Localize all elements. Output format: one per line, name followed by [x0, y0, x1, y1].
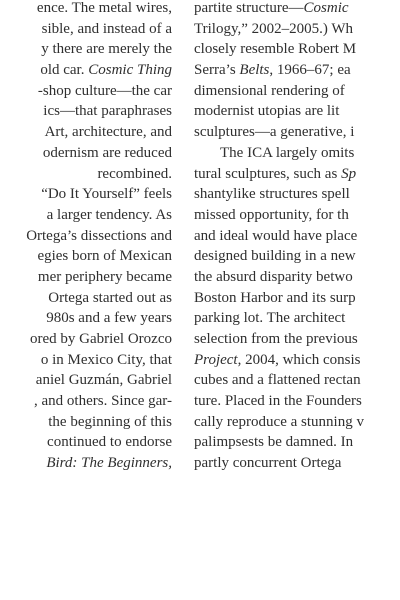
- text-line: shantylike structures spell: [194, 186, 350, 203]
- text-line: , and others. Since gar-: [34, 393, 172, 410]
- text-line: Trilogy,” 2002–2005.) Wh: [194, 20, 354, 37]
- text-column-right: [194, 0, 400, 474]
- text-line: designed building in a new: [194, 248, 356, 265]
- text-line: [0, 60, 172, 81]
- text-line: missed opportunity, for th: [194, 206, 349, 223]
- text-line: parking lot. The architect: [194, 310, 346, 327]
- text-line: palimpsests be damned. In: [194, 434, 354, 451]
- text-line: egies born of Mexican: [37, 248, 172, 265]
- text-line: partly concurrent Ortega: [194, 455, 342, 472]
- text-line: dimensional rendering of: [194, 82, 345, 99]
- text-line: Art, architecture, and: [44, 124, 172, 141]
- text-line: Bird: The Beginners,: [46, 455, 172, 472]
- text-line: closely resemble Robert M: [194, 41, 357, 58]
- text-line: -shop culture—the car: [37, 82, 172, 99]
- text-line: mer periphery became: [37, 268, 172, 285]
- text-line: aniel Guzmán, Gabriel: [35, 372, 172, 389]
- text-line: selection from the previous: [194, 331, 358, 347]
- text-line: ored by Gabriel Orozco: [29, 331, 172, 347]
- text-line: [194, 60, 400, 81]
- text-line: [194, 350, 400, 371]
- text-fragment: Serra’s: [194, 62, 236, 79]
- text-line: o in Mexico City, that: [40, 351, 172, 368]
- text-column-left: [0, 0, 172, 474]
- italic-title: Sp: [341, 165, 357, 182]
- text-line: continued to endorse: [47, 434, 172, 451]
- text-line: [194, 164, 400, 185]
- text-line: [194, 0, 400, 19]
- italic-title: Cosmic Thing: [88, 62, 172, 79]
- text-line: “Do It Yourself” feels: [41, 186, 172, 203]
- text-fragment: , 2004, which consis: [237, 351, 361, 368]
- text-line: a larger tendency. As: [46, 206, 172, 223]
- text-line: odernism are reduced: [42, 144, 172, 161]
- text-fragment: partite structure—: [194, 0, 304, 16]
- text-line: Ortega started out as: [48, 289, 172, 306]
- text-line: Ortega’s dissections and: [26, 227, 172, 244]
- text-line: recombined.: [97, 165, 172, 182]
- text-line: the absurd disparity betwo: [194, 268, 353, 285]
- italic-title: Project: [194, 351, 238, 368]
- text-line: cubes and a flattened rectan: [194, 372, 361, 389]
- text-line: and ideal would have place: [194, 227, 358, 244]
- text-fragment: old car.: [40, 62, 85, 79]
- text-line: ence. The metal wires,: [36, 0, 172, 16]
- italic-title: Belts: [239, 62, 270, 79]
- text-line: ture. Placed in the Founders: [194, 393, 362, 410]
- paragraph-first-line: The ICA largely omits: [220, 144, 355, 161]
- text-fragment: tural sculptures, such as: [194, 165, 338, 182]
- text-line: the beginning of this: [48, 413, 172, 430]
- italic-title: Cosmic: [303, 0, 349, 16]
- text-line: ics—that paraphrases: [43, 103, 172, 120]
- text-line: y there are merely the: [41, 41, 172, 58]
- text-line: Boston Harbor and its surp: [194, 289, 356, 306]
- text-fragment: , 1966–67; ea: [269, 62, 351, 79]
- text-line: cally reproduce a stunning v: [194, 413, 364, 430]
- text-line: sculptures—a generative, i: [194, 124, 355, 141]
- text-line: modernist utopias are lit: [194, 103, 340, 120]
- text-line: sible, and instead of a: [41, 20, 172, 37]
- text-line: 980s and a few years: [46, 310, 172, 327]
